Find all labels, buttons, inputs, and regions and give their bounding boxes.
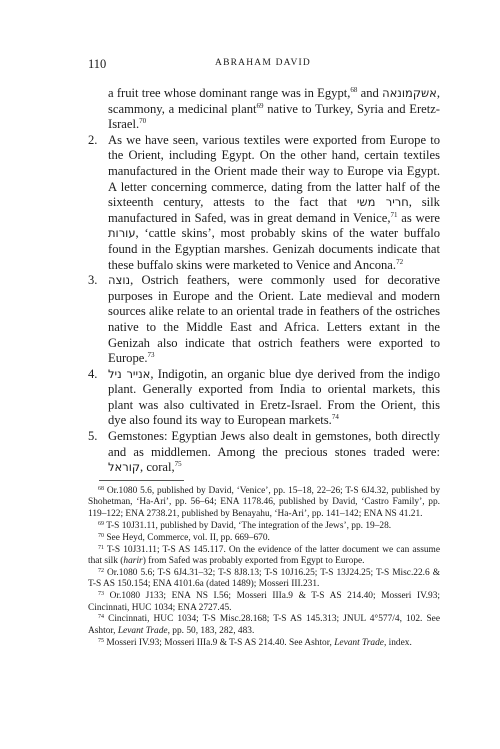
footnote-ref[interactable]: 69 [256, 101, 264, 110]
list-item-gemstones: 5. Gemstones: Egyptian Jews also dealt in gemstones, both directly and as middlemen. Among the precious stones traded were: קוראל, coral,$^{75}$ [88, 429, 440, 475]
hebrew-term: אשקמונאה [382, 86, 437, 100]
item-number: 2. [88, 132, 98, 147]
hebrew-term: נוצה [108, 273, 131, 288]
item-number: 3. [88, 273, 98, 288]
footnote: $^{71}$ T-S 10J31.11; T-S AS 145.117. On the evidence of the latter document we can assume that silk (harir) from Safed was probably exported from Egypt to Europe. [88, 544, 440, 566]
paragraph-continuation: a fruit tree whose dominant range was in Egypt,$^{68}$ and אשקמונאה, scammony, a medicinal plant$^{69}$ native to Turkey, Syria and Eretz-Israel.$^{70}$ [108, 86, 441, 132]
footnote: $^{72}$ Or.1080 5.6; T-S 6J4.31–32; T-S 8J8.13; T-S 10J16.25; T-S 13J24.25; T-S Misc.22.6 & T-S AS 150.154; ENA 4101.6a (dated 1489); Mosseri III.231. [88, 567, 440, 590]
main-text [88, 86, 440, 476]
hebrew-term: חריר משי [356, 195, 409, 210]
footnote-ref[interactable]: 75 [174, 460, 182, 469]
list-item-indigo: 4. אנייר ניל, Indigotin, an organic blue dye derived from the indigo plant. Generally exported from India to oriental markets, this plant was also cultivated in Eretz-Israel. From the Orient, this dye also found its way to European markets.$^{74}$ [88, 366, 440, 428]
item-number: 4. [88, 366, 98, 381]
footnote: $^{68}$ Or.1080 5.6, published by David, ‘Venice’, pp. 15–18, 22–26; T-S 6J4.32, published by Shohetman, ‘Ha-Ari’, pp. 56–64; ENA 1178.46, published by David, ‘Castro Family’, pp. 119–122; ENA 2738.21, published by Benayahu, ‘Ha-Ari’, pp. 141–142; ENA NS 41.21. [88, 486, 441, 519]
footnote-ref[interactable]: 72 [396, 257, 404, 266]
footnote-ref[interactable]: 70 [139, 117, 147, 126]
footnotes [88, 486, 440, 650]
hebrew-term: קוראל [108, 460, 141, 475]
footnote-ref[interactable]: 68 [350, 86, 358, 94]
running-header [88, 57, 438, 75]
item-number: 5. [88, 429, 98, 444]
list-item-feathers: 3. נוצה, Ostrich feathers, were commonly used for decorative purposes in Europe and the Orient. Late medieval and modern sources alike relate to an oriental trade in feathers of the ostriches native to the Middle East and Africa. Letters extant in the Genizah also indicate that ostrich feathers were exported to Europe.$^{73}$ [88, 273, 440, 366]
list-item-textiles: 2. As we have seen, various textiles were exported from Europe to the Orient, including Egypt. On the other hand, certain textiles manufactured in the Orient made their way to Europe via Egypt. A letter concerning commerce, dating from the latter half of the sixteenth century, attests to the fact that חריר משי, silk manufactured in Safed, was in great demand in Venice,$^{71}$ as were עורות, ‘cattle skins’, most probably skins of the water buffalo found in the Egyptian marshes. Genizah documents indicate that these buffalo skins were marketed to Venice and Ancona.$^{72}$ [88, 132, 440, 272]
footnote-ref[interactable]: 74 [331, 413, 339, 422]
footnote-ref[interactable]: 71 [390, 210, 398, 219]
footnote: $^{75}$ Mosseri IV.93; Mosseri IIIa.9 & T-S AS 214.40. See Ashtor, Levant Trade, index. [98, 637, 412, 648]
footnote-ref[interactable]: 73 [147, 351, 155, 360]
footnote: $^{74}$ Cincinnati, HUC 1034; T-S Misc.28.168; T-S AS 145.313; JNUL 4°577/4, 102. See Ashtor, Levant Trade, pp. 50, 183, 282, 483. [88, 614, 440, 636]
footnote: $^{73}$ Or.1080 J133; ENA NS I.56; Mosseri IIIa.9 & T-S AS 214.40; Mosseri IV.93; Cincinnati, HUC 1034; ENA 2727.45. [88, 591, 440, 613]
hebrew-term: עורות [108, 226, 136, 241]
footnote: $^{70}$ See Heyd, Commerce, vol. II, pp. 669–670. [98, 532, 270, 543]
running-head-author: ABRAHAM DAVID [215, 58, 311, 68]
page-number: 110 [88, 57, 107, 71]
footnote: $^{69}$ T-S 10J31.11, published by David, ‘The integration of the Jews’, pp. 19–28. [98, 520, 392, 531]
footnote-separator [99, 480, 184, 481]
hebrew-term: אנייר ניל [108, 366, 151, 381]
